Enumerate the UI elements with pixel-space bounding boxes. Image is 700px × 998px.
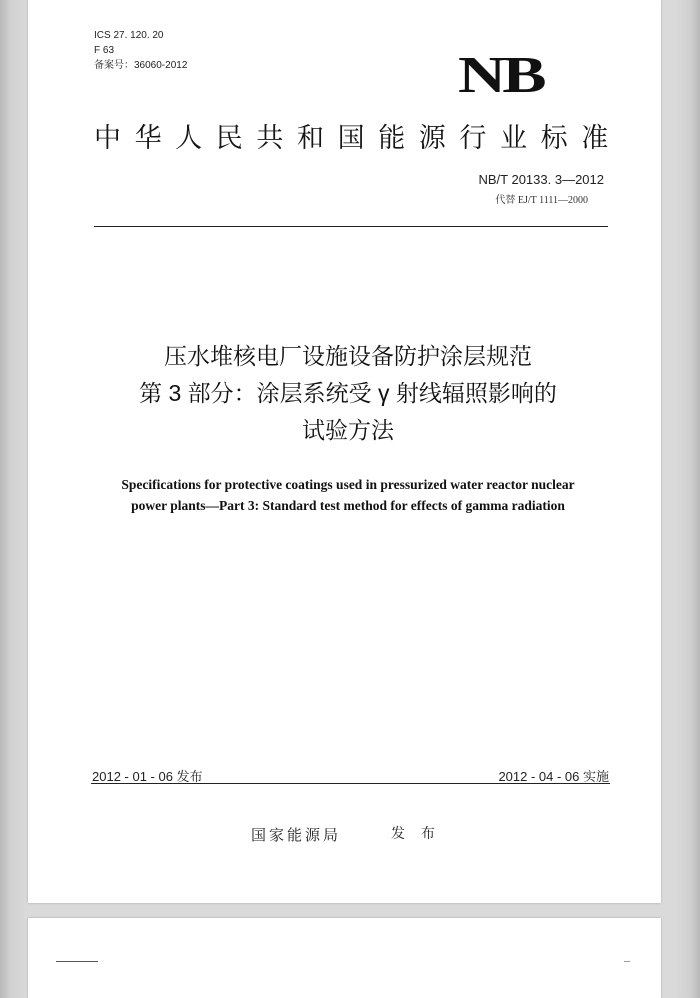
implementation-date: 2012 - 04 - 06 实施 [498,769,609,784]
document-page-2 [28,918,661,998]
ccs-code: F 63 [94,45,115,56]
publisher-name: 国家能源局 [251,827,342,844]
issue-date: 2012 - 01 - 06 发布 [92,769,203,784]
chinese-title-line-1: 压水堆核电厂设施设备防护涂层规范 [164,343,532,369]
nb-logo: NB [458,47,543,104]
footer-divider [91,783,610,784]
publish-action: 发 布 [391,825,441,841]
standard-number: NB/T 20133. 3—2012 [478,172,604,187]
replaces-standard: 代替 EJ/T 1111—2000 [495,195,588,206]
header-divider [94,226,608,227]
org-title: 中华人民共和国能源行业标准 [94,123,622,153]
chinese-title [68,338,628,449]
english-title [68,474,628,516]
chinese-title-line-3: 试验方法 [302,417,394,443]
english-title-line-1: Specifications for protective coatings used in pressurized water reactor nuclear [121,477,575,492]
document-page-1 [28,0,661,903]
english-title-line-2: power plants—Part 3: Standard test method for effects of gamma radiation [131,498,565,513]
filing-number: 备案号：36060-2012 [94,60,188,71]
page-mark-right [624,961,630,962]
ics-code: ICS 27. 120. 20 [94,30,164,41]
chinese-title-line-2: 第 3 部分：涂层系统受 γ 射线辐照影响的 [139,380,557,406]
page-mark-left [56,961,98,962]
classification-block [94,28,187,73]
